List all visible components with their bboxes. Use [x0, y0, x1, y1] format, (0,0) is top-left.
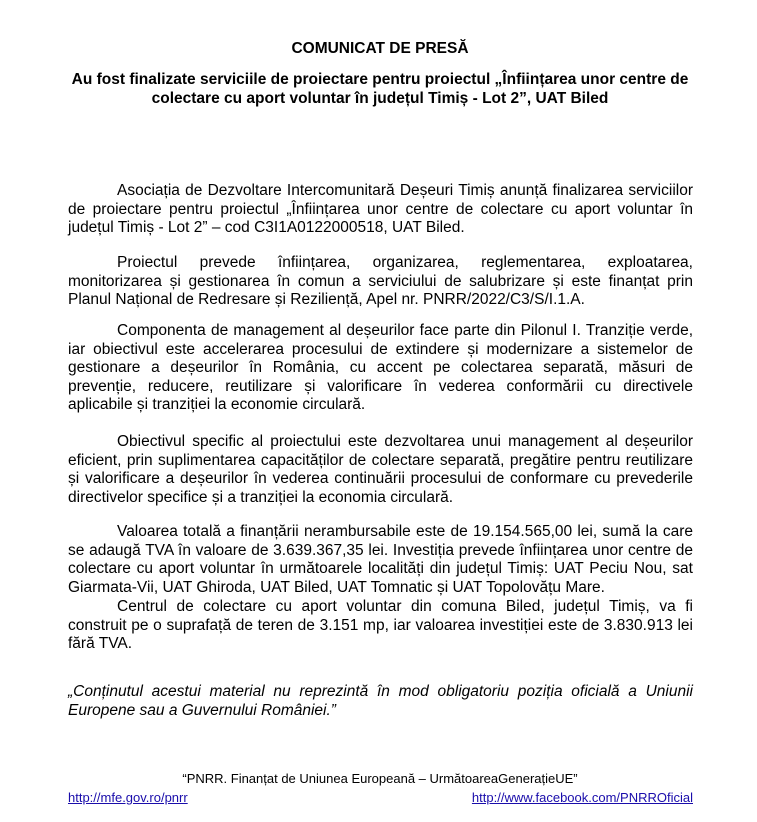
link-facebook-pnrr[interactable]: http://www.facebook.com/PNRROficial — [471, 790, 693, 805]
paragraph-specific-objective: Obiectivul specific al proiectului este dezvoltarea unui management al deșeurilor eficient, prin suplimentarea capacităților de colectare separată, pregătire pentru reutilizare și valorificare a deșeurilor în vederea continuării procesului de conformare cu prevederile directivelor specifice și a tranziției la economia circulară. — [68, 433, 693, 506]
paragraph-biled-center: Centrul de colectare cu aport voluntar din comuna Biled, județul Timiș, va fi construit pe o suprafață de teren de 3.151 mp, iar valoarea investiției este de 3.830.913 lei fără TVA. — [68, 598, 693, 652]
press-release-heading: COMUNICAT DE PRESĂ — [291, 40, 469, 57]
paragraph-disclaimer: „Conținutul acestui material nu reprezintă în mod obligatoriu poziția oficială a Uniunii Europene sau a Guvernului României.” — [68, 683, 693, 719]
press-release-subtitle: Au fost finalizate serviciile de proiectare pentru proiectul „Înființarea unor centre de colectare cu aport voluntar în județul Timiș - Lot 2”, UAT Biled — [71, 71, 689, 107]
link-mfe-pnrr[interactable]: http://mfe.gov.ro/pnrr — [68, 790, 188, 805]
paragraph-project-scope: Proiectul prevede înființarea, organizarea, reglementarea, exploatarea, monitorizarea și gestionarea în comun a serviciului de salubrizare și este finanțat prin Planul Național de Redresare și Reziliență, Apel nr. PNRR/2022/C3/S/I.1.A. — [68, 254, 693, 308]
footer-tagline: “PNRR. Finanțat de Uniunea Europeană – UrmătoareaGenerațieUE” — [182, 771, 578, 786]
paragraph-waste-management: Componenta de management al deșeurilor face parte din Pilonul I. Tranziție verde, iar obiectivul este accelerarea procesului de extindere și modernizare a sistemelor de gestionare a deșeurilor în România, cu accent pe colectarea separată, măsuri de prevenție, reducere, reutilizare și valorificare în vederea conformării cu directivele aplicabile și tranziției la economie circulară. — [68, 322, 693, 413]
paragraph-announcement: Asociația de Dezvoltare Intercomunitară Deșeuri Timiș anunță finalizarea serviciilor de proiectare pentru proiectul „Înființarea unor centre de colectare cu aport voluntar în județul Timiș - Lot 2” – cod C3I1A0122000518, UAT Biled. — [68, 182, 693, 236]
paragraph-financing-value: Valoarea totală a finanțării nerambursabile este de 19.154.565,00 lei, sumă la care se adaugă TVA în valoare de 3.639.367,35 lei. Investiția prevede înființarea unor centre de colectare cu aport voluntar în următoarele localități din județul Timiș: UAT Peciu Nou, sat Giarmata-Vii, UAT Ghiroda, UAT Biled, UAT Tomnatic și UAT Topolovățu Mare. — [68, 523, 693, 596]
